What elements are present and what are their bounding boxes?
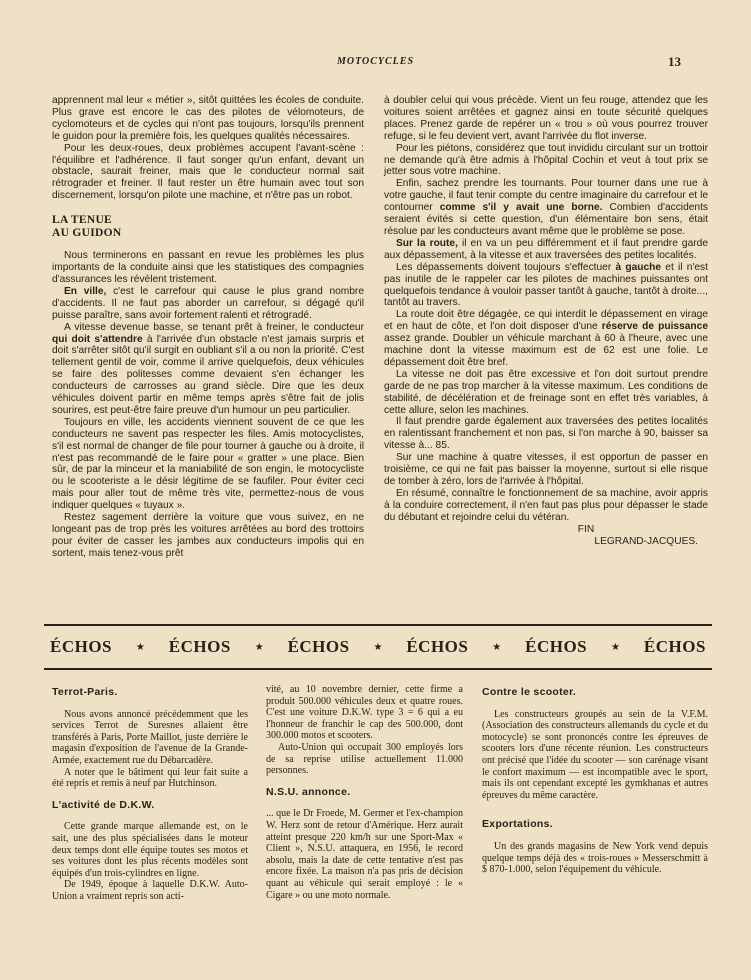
emphasis: à gauche bbox=[615, 261, 662, 273]
paragraph-text: Les dépassements doivent toujours s'effectuer bbox=[396, 261, 616, 273]
star-icon: ★ bbox=[492, 641, 502, 653]
paragraph: Sur une machine à quatre vitesses, il est opportun de passer en troisième, ce qui ne fait pas baisser la moyenne, surtout si elle risque de tomber à zéro, lors de l'arrivée à l'hôpital. bbox=[384, 452, 708, 487]
paragraph: Un des grands magasins de New York vend depuis quelque temps déjà des « trois-roues » Messerschmitt à $ 870-1.000, selon l'équipement du véhicule. bbox=[482, 840, 708, 876]
paragraph: Pour les piétons, considérez que tout invididu circulant sur un trottoir ne demande qu'à être admis à l'hôpital Cochin et veut à tout prix se jetter sous votre machine. bbox=[384, 142, 708, 178]
paragraph: Toujours en ville, les accidents viennent souvent de ce que les conducteurs ne savent pas respecter les files. Amis motocyclistes, s'il est normal de changer de file pour tourner à gauche ou à droite, il n'est pas recommandé de le faire pour « gratter » une place. Bien sûr, de par la minceur et la maniabilité de son engin, le motocycliste ou le scooteriste a le désir légitime de se faufiler. Pour éviter ceci mais pour aller tout de même très vite, permettez-nous de vous indiquer quelques « tuyaux ». bbox=[52, 416, 364, 512]
paragraph: Cette grande marque allemande est, on le sait, une des plus spécialisées dans le moteur deux temps dont elle équipe toutes ses motos et ses voitures dont les plus récents modèles sont équipés d'un trois-cylindres en ligne. bbox=[52, 821, 248, 879]
banner-word: ÉCHOS bbox=[168, 637, 231, 656]
paragraph-text: et il n'est pas inutile de le rappeler car les pilotes de machines puissantes ont quelquefois tendance à vouloir passer tantôt à gauche, tantôt à droite..., tantôt au travers. bbox=[384, 261, 708, 309]
banner-word: ÉCHOS bbox=[406, 637, 469, 656]
emphasis: qui doit s'attendre bbox=[52, 333, 143, 345]
paragraph: Il faut prendre garde également aux traversées des petites localités en ralentissant franchement et non pas, si l'on marche à 90, baisser sa vitesse à... 85. bbox=[384, 416, 708, 452]
section-heading-line: AU GUIDON bbox=[52, 227, 122, 240]
paragraph-text: A vitesse devenue basse, se tenant prêt à freiner, le conducteur bbox=[64, 321, 364, 333]
news-heading: Exportations. bbox=[482, 818, 553, 831]
banner-word: ÉCHOS bbox=[525, 637, 588, 656]
emphasis: En ville, bbox=[64, 285, 107, 297]
paragraph-text: c'est le carrefour qui cause le plus grand nombre d'accidents. Il ne faut pas aborder un carrefour, si dégagé qu'il puisse paraître, sans avoir fortement ralenti et rétrogradé. bbox=[52, 285, 364, 321]
page-number: 13 bbox=[668, 54, 681, 69]
paragraph-text: assez grande. Doubler un véhicule marchant à 60 à l'heure, avec une machine dont la vitesse maximum est de 62 est une folie. Le dépassement doit être bref. bbox=[384, 333, 708, 368]
paragraph: vité, au 10 novembre dernier, cette firme a produit 500.000 véhicules deux et quatre roues. C'est une voiture D.K.W. type 3 = 6 qui a eu l'honneur de franchir le cap des 500.000, dont 300.000 motos et scooters. bbox=[266, 684, 463, 742]
paragraph: ... que le Dr Froede, M. Germer et l'ex-champion W. Herz sont de retour d'Amérique. Herz aurait atteint presque 220 km/h sur une Sport-Max « Client », N.S.U. attaquera, en 1956, le record absolu, mais la date de cette tentative n'est pas encore fixée. La maison n'a pas pris de décision quant au véhicule qui serait employé : le « Cigare » ou une moto normale. bbox=[266, 808, 463, 901]
paragraph: A noter que le bâtiment qui leur fait suite a été repris et remis à neuf par Hutchinson. bbox=[52, 766, 248, 790]
section-heading-line: LA TENUE bbox=[52, 214, 113, 227]
star-icon: ★ bbox=[135, 641, 145, 653]
article-column-1 bbox=[52, 95, 364, 560]
paragraph: La vitesse ne doit pas être excessive et l'on doit surtout prendre garde de ne pas trop marcher à la vitesse maximum. Les conditions de stabilité, de décélération et de freinage sont en effet très variables, à cette allure, selon les machines. bbox=[384, 368, 708, 416]
news-heading: L'activité de D.K.W. bbox=[52, 798, 155, 811]
paragraph: Nous avons annoncé précédemment que les services Terrot de Suresnes allaient être transférés à Paris, Porte Maillot, juste derrière le magasin d'exposition de l'avenue de la Grande-Armée, exactement rue du Débarcadère. bbox=[52, 708, 248, 766]
running-title: MOTOCYCLES bbox=[336, 56, 415, 67]
article-author: LEGRAND-JACQUES. bbox=[594, 535, 698, 547]
article-column-2 bbox=[384, 95, 708, 547]
banner-word: ÉCHOS bbox=[50, 637, 113, 656]
news-heading: N.S.U. annonce. bbox=[266, 785, 351, 798]
paragraph bbox=[384, 238, 708, 262]
paragraph: De 1949, époque à laquelle D.K.W. Auto-Union a vraiment repris son acti- bbox=[52, 879, 248, 902]
emphasis: Sur la route, bbox=[396, 237, 458, 249]
article-end-mark: FIN bbox=[577, 523, 595, 535]
news-column-1 bbox=[52, 687, 248, 903]
paragraph: Restez sagement derrière la voiture que vous suivez, en ne longeant pas de trop près les voitures arrêtées au bord des trottoirs pour éviter de casser les jambes aux conducteurs impolis qui en sortent, mais tenez-vous prêt bbox=[52, 512, 364, 559]
paragraph-text: La route doit être dégagée, ce qui interdit le dépassement en virage et en haut de côte, et l'on doit disposer d'une bbox=[384, 309, 708, 333]
paragraph: En résumé, connaître le fonctionnement de sa machine, avoir appris à la conduire correctement, il n'en faut pas plus pour dépasser le stade du débutant et rejoindre celui du vétéran. bbox=[384, 487, 708, 523]
news-column-3 bbox=[482, 687, 708, 876]
section-heading bbox=[52, 214, 364, 240]
paragraph-text: Combien d'accidents seraient évités si cette question, d'un élémentaire bon sens, était résolue par les conducteurs avant même que le problème se pose. bbox=[384, 202, 708, 237]
paragraph: Auto-Union qui occupait 300 employés lors de sa reprise utilise actuellement 11.000 personnes. bbox=[266, 741, 463, 777]
paragraph bbox=[52, 322, 364, 417]
banner-word: ÉCHOS bbox=[287, 637, 350, 656]
news-column-2 bbox=[266, 684, 463, 901]
emphasis: réserve de puissance bbox=[601, 321, 708, 333]
star-icon: ★ bbox=[611, 641, 621, 653]
paragraph bbox=[384, 178, 708, 238]
paragraph-text: il en va un peu différemment et il faut prendre garde aux dépassement, à la vitesse et aux traversées des petites localités. bbox=[384, 237, 708, 261]
paragraph-text: Enfin, sachez prendre les tournants. Pour tourner dans une rue à votre gauche, il faut tenir compte du centre imaginaire du carrefour et le contourner bbox=[384, 178, 708, 214]
paragraph: apprennent mal leur « métier », sitôt quittées les écoles de conduite. Plus grave est encore le cas des pilotes de vélomoteurs, de cyclomoteurs et de cycles qui n'ont pas toujours, lorsqu'ils prennent le guidon pour la première fois, les quelques qualités nécessaires. bbox=[52, 95, 364, 142]
star-icon: ★ bbox=[254, 641, 264, 653]
paragraph: Les constructeurs groupés au sein de la V.F.M. (Association des constructeurs allemands du cycle et du motocycle) se sont prononcés contre les épreuves de scooters lors d'une récente réunion. Les constructeurs ont précisé que l'idée du scooter — son carénage visant le confort maximum — est incompatible avec le sport, mais ils ont cependant excepté les gymkhanas et autres épreuves du même caractère. bbox=[482, 708, 708, 801]
paragraph: à doubler celui qui vous précède. Vient un feu rouge, attendez que les voitures soient arrêtées et gagnez ainsi en toute sécurité quelques places. Prenez garde de repérer un « trou » où vous pourrez trouver refuge, si le feu devient vert, avant l'arrivée du flot inverse. bbox=[384, 95, 708, 142]
paragraph bbox=[384, 309, 708, 369]
star-icon: ★ bbox=[373, 641, 383, 653]
echos-banner bbox=[44, 624, 712, 670]
paragraph: Pour les deux-roues, deux problèmes accupent l'avant-scène : l'équilibre et l'adhérence. Il faut songer qu'un enfant, devant un obstacle, saurait freiner, mais que le conducteur normal sait rétrograder et freiner. Il faut rester un être humain avec tout son discernement, lorsqu'on pilote une machine, et n'être pas un robot. bbox=[52, 142, 364, 202]
paragraph: Nous terminerons en passant en revue les problèmes les plus importants de la conduite ainsi que les statistiques des compagnies d'assurances les révèlent tristement. bbox=[52, 250, 364, 285]
paragraph bbox=[52, 286, 364, 322]
paragraph-text: à l'arrivée d'un obstacle n'est jamais surpris et doit s'arrêter sitôt qu'il surgit en oubliant s'il a ou non la priorité. C'est tellement gentil de voir, comme il arrive quelquefois, deux véhicules se faire des politesses comme devaient s'en échanger les conducteurs de carrosses au grand siècle. Dire que les deux véhicules doivent partir en même temps après s'être fait de jolis sourires, est peut-être faire preuve d'un humour un peu particulier. bbox=[52, 333, 365, 416]
news-heading: Contre le scooter. bbox=[482, 686, 577, 698]
emphasis: comme s'il y avait une borne. bbox=[439, 202, 603, 214]
banner-word: ÉCHOS bbox=[643, 637, 706, 656]
paragraph bbox=[384, 262, 708, 310]
news-heading: Terrot-Paris. bbox=[52, 686, 118, 698]
